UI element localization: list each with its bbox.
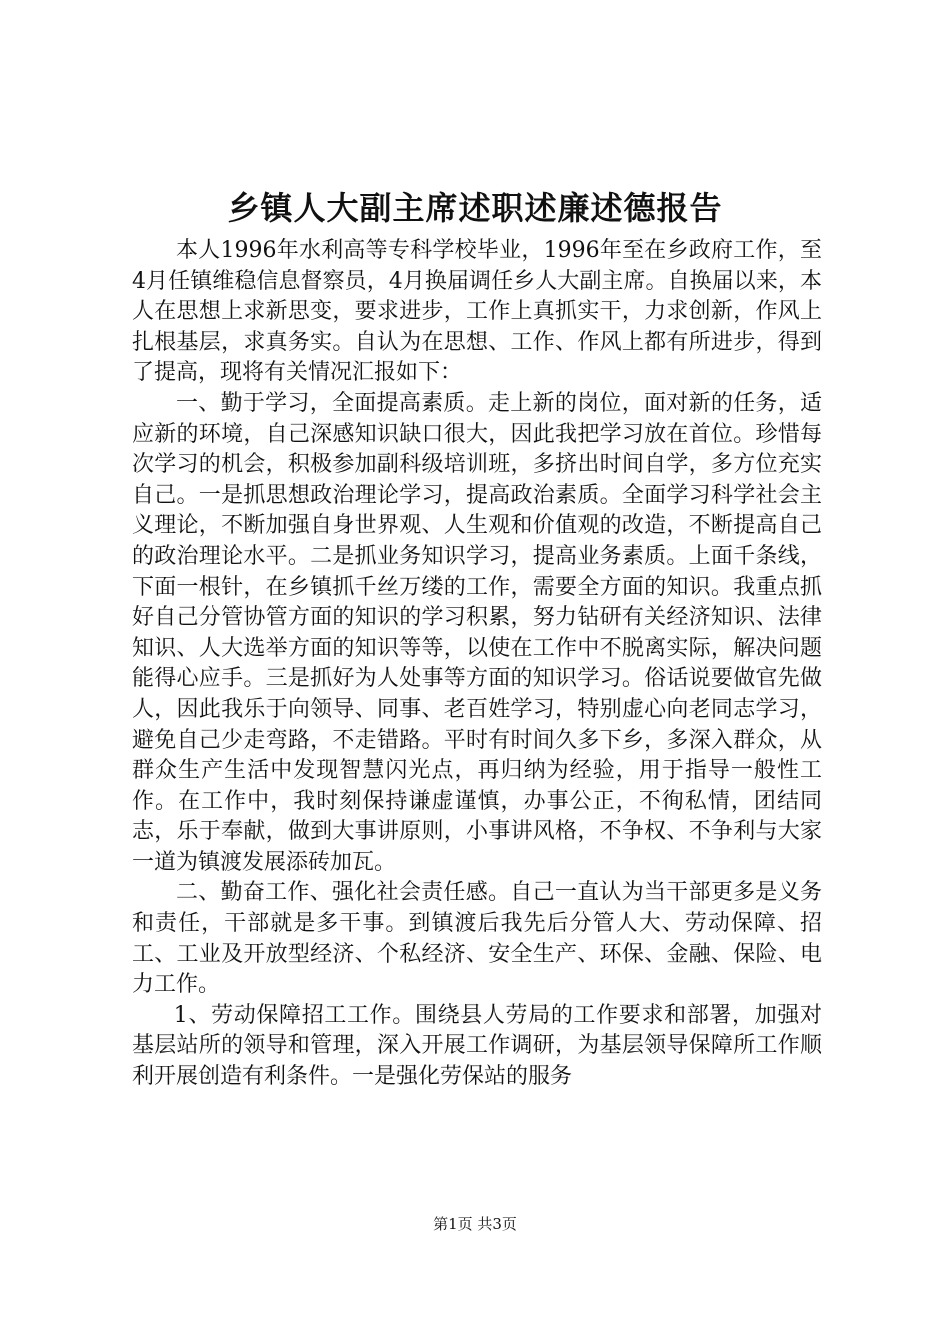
document-title: 乡镇人大副主席述职述廉述德报告: [227, 189, 723, 227]
page-footer: 第1页 共3页: [433, 1215, 517, 1233]
paragraph-subsection-1: 1、劳动保障招工工作。围绕县人劳局的工作要求和部署，加强对基层站所的领导和管理，深入开展工作调研，为基层领导保障所工作顺利开展创造有利条件。一是强化劳保站的服务: [132, 1002, 822, 1090]
paragraph-section-2: 二、勤奋工作、强化社会责任感。自己一直认为当干部更多是义务和责任，干部就是多干事。到镇渡后我先后分管人大、劳动保障、招工、工业及开放型经济、个私经济、安全生产、环保、金融、保险、电力工作。: [132, 880, 822, 998]
paragraph-section-1: 一、勤于学习，全面提高素质。走上新的岗位，面对新的任务，适应新的环境，自己深感知识缺口很大，因此我把学习放在首位。珍惜每次学习的机会，积极参加副科级培训班，多挤出时间自学，多方位充实自己。一是抓思想政治理论学习，提高政治素质。全面学习科学社会主义理论，不断加强自身世界观、人生观和价值观的改造，不断提高自己的政治理论水平。二是抓业务知识学习，提高业务素质。上面千条线，下面一根针，在乡镇抓千丝万缕的工作，需要全方面的知识。我重点抓好自己分管协管方面的知识的学习积累，努力钻研有关经济知识、法律知识、人大选举方面的知识等等，以使在工作中不脱离实际，解决问题能得心应手。三是抓好为人处事等方面的知识学习。俗话说要做官先做人，因此我乐于向领导、同事、老百姓学习，特别虚心向老同志学习，避免自己少走弯路，不走错路。平时有时间久多下乡，多深入群众，从群众生产生活中发现智慧闪光点，再归纳为经验，用于指导一般性工作。在工作中，我时刻保持谦虚谨慎，办事公正，不徇私情，团结同志，乐于奉献，做到大事讲原则，小事讲风格，不争权、不争利与大家一道为镇渡发展添砖加瓦。: [132, 390, 822, 875]
document-body: [132, 236, 822, 1093]
paragraph-intro: 本人1996年水利高等专科学校毕业，1996年至在乡政府工作，至4月任镇维稳信息督察员，4月换届调任乡人大副主席。自换届以来，本人在思想上求新思变，要求进步，工作上真抓实干，力求创新，作风上扎根基层，求真务实。自认为在思想、工作、作风上都有所进步，得到了提高，现将有关情况汇报如下：: [132, 238, 822, 386]
